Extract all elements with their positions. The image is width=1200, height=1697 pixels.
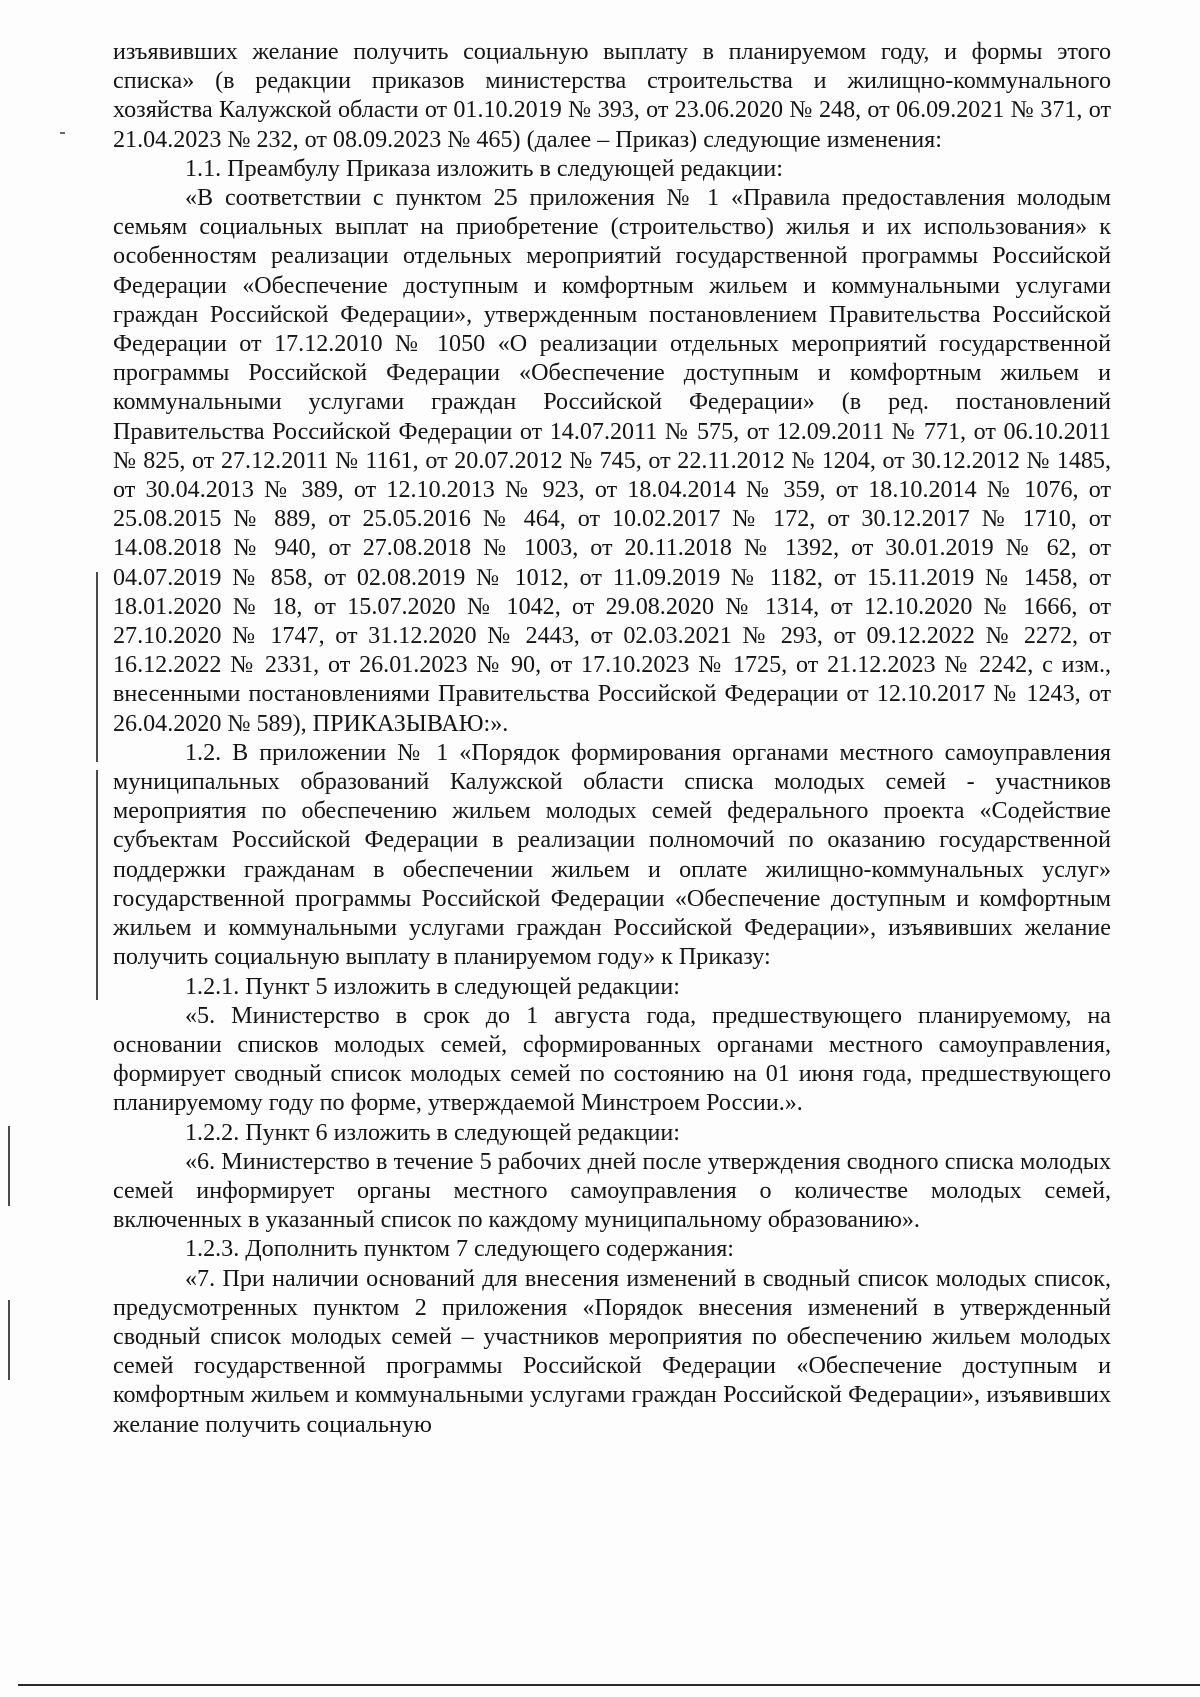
margin-revision-bar-outer-2 [8, 1300, 10, 1380]
page-bottom-edge [18, 1684, 1200, 1686]
paragraph-item-5: «5. Министерство в срок до 1 августа года, предшествующего планируемому, на основании списков молодых семей, сформированных органами местного самоуправления, формирует сводный список молодых семей по состоянию на 01 июня года, предшествующего планируемому году по форме, утверждаемой Минстроем России.». [113, 1002, 1111, 1117]
margin-revision-bar-upper [96, 572, 98, 762]
scan-tick-mark [60, 132, 65, 134]
paragraph-1-2-2: 1.2.2. Пункт 6 изложить в следующей редакции: [185, 1119, 680, 1146]
paragraph-item-6: «6. Министерство в течение 5 рабочих дней после утверждения сводного списка молодых семей информирует органы местного самоуправления о количестве молодых семей, включенных в указанный список по каждому муниципальному образованию». [113, 1148, 1111, 1234]
paragraph-1-2-3: 1.2.3. Дополнить пунктом 7 следующего содержания: [185, 1236, 735, 1263]
margin-revision-bar-outer-1 [8, 1126, 10, 1206]
paragraph-intro: изъявивших желание получить социальную выплату в планируемом году, и формы этого списка» (в редакции приказов министерства строительства и жилищно-коммунального хозяйства Калужской области от 01.10.2019 № 393, от 23.06.2020 № 248, от 06.09.2021 № 371, от 21.04.2023 № 232, от 08.09.2023 № 465) (далее – Приказ) следующие изменения: [113, 39, 1111, 153]
paragraph-1-2-1: 1.2.1. Пункт 5 изложить в следующей редакции: [185, 973, 680, 1000]
paragraph-item-7: «7. При наличии оснований для внесения изменений в сводный список молодых список, предусмотренных пунктом 2 приложения «Порядок внесения изменений в утвержденный сводный список молодых семей – участников мероприятия по обеспечению жильем молодых семей государственной программы Российской Федерации «Обеспечение доступным и комфортным жильем и коммунальными услугами граждан Российской Федерации», изъявивших желание получить социальную [113, 1265, 1111, 1438]
paragraph-1-1: 1.1. Преамбулу Приказа изложить в следующей редакции: [185, 155, 783, 182]
paragraph-1-2: 1.2. В приложении № 1 «Порядок формирования органами местного самоуправления муниципальных образований Калужской области списка молодых семей - участников мероприятия по обеспечению жильем молодых семей федерального проекта «Содействие субъектам Российской Федерации в реализации полномочий по оказанию государственной поддержки гражданам в обеспечении жильем и оплате жилищно-коммунальных услуг» государственной программы Российской Федерации «Обеспечение доступным и комфортным жильем и коммунальными услугами граждан Российской Федерации», изъявивших желание получить социальную выплату в планируемом году» к Приказу: [113, 739, 1111, 971]
document-body [113, 38, 1111, 1440]
margin-revision-bar-lower [96, 770, 98, 1000]
paragraph-preamble: «В соответствии с пунктом 25 приложения № 1 «Правила предоставления молодым семьям социальных выплат на приобретение (строительство) жилья и их использования» к особенностям реализации отдельных мероприятий государственной программы Российской Федерации «Обеспечение доступным и комфортным жильем и коммунальными услугами граждан Российской Федерации», утвержденным постановлением Правительства Российской Федерации от 17.12.2010 № 1050 «О реализации отдельных мероприятий государственной программы Российской Федерации «Обеспечение доступным и комфортным жильем и коммунальными услугами граждан Российской Федерации» (в ред. постановлений Правительства Российской Федерации от 14.07.2011 № 575, от 12.09.2011 № 771, от 06.10.2011 № 825, от 27.12.2011 № 1161, от 20.07.2012 № 745, от 22.11.2012 № 1204, от 30.12.2012 № 1485, от 30.04.2013 № 389, от 12.10.2013 № 923, от 18.04.2014 № 359, от 18.10.2014 № 1076, от 25.08.2015 № 889, от 25.05.2016 № 464, от 10.02.2017 № 172, от 30.12.2017 № 1710, от 14.08.2018 № 940, от 27.08.2018 № 1003, от 20.11.2018 № 1392, от 30.01.2019 № 62, от 04.07.2019 № 858, от 02.08.2019 № 1012, от 11.09.2019 № 1182, от 15.11.2019 № 1458, от 18.01.2020 № 18, от 15.07.2020 № 1042, от 29.08.2020 № 1314, от 12.10.2020 № 1666, от 27.10.2020 № 1747, от 31.12.2020 № 2443, от 02.03.2021 № 293, от 09.12.2022 № 2272, от 16.12.2022 № 2331, от 26.01.2023 № 90, от 17.10.2023 № 1725, от 21.12.2023 № 2242, с изм., внесенными постановлениями Правительства Российской Федерации от 12.10.2017 № 1243, от 26.04.2020 № 589), ПРИКАЗЫВАЮ:». [113, 185, 1111, 737]
